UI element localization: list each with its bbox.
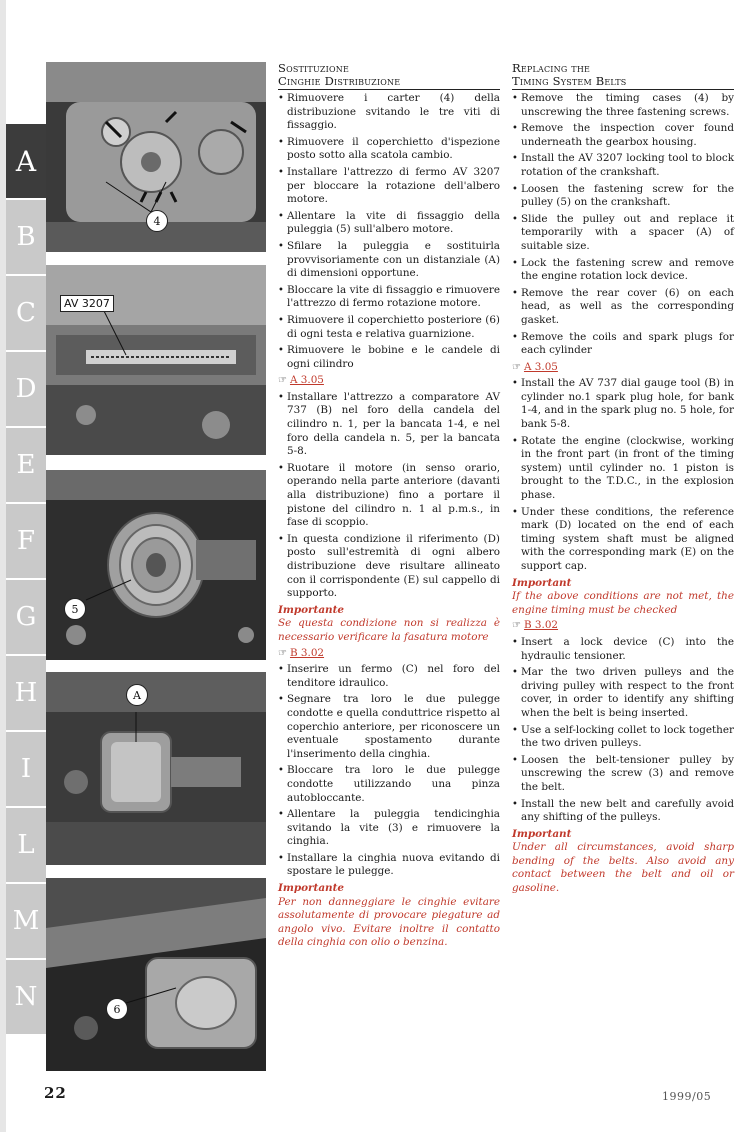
italian-heading-line2: Cinghie Distribuzione — [278, 74, 401, 88]
section-tab-e[interactable]: E — [6, 428, 46, 502]
section-tab-b[interactable]: B — [6, 200, 46, 274]
italian-step: • Installare l'attrezzo di fermo AV 3207 per bloccare la rotazione dell'albero motore. — [278, 166, 500, 207]
crankshaft-pulley-illustration — [46, 470, 266, 660]
callout-5: 5 — [64, 598, 86, 620]
ref-link-b302[interactable]: B 3.02 — [523, 619, 559, 632]
photo-spacer — [46, 672, 266, 865]
italian-step: • Allentare la vite di fissaggio della puleggia (5) sull'albero motore. — [278, 210, 500, 237]
english-steps-1 — [512, 92, 734, 358]
photo-locking-tool — [46, 265, 266, 455]
pointing-hand-icon: ☞ — [278, 375, 287, 387]
spacer-illustration — [46, 672, 266, 865]
english-heading-line1: Replacing the — [512, 61, 591, 75]
italian-step: • Inserire un fermo (C) nel foro del tenditore idraulico. — [278, 663, 500, 690]
section-tab-d[interactable]: D — [6, 352, 46, 426]
tool-label-av3207: AV 3207 — [60, 295, 114, 312]
italian-step: • Ruotare il motore (in senso orario, operando nella parte anteriore (davanti alla distribuzione) fino a portare il pistone del cilindro n. 1 al p.m.s., in fase di scoppio. — [278, 462, 500, 530]
callout-a: A — [126, 684, 148, 706]
section-tab-c[interactable]: C — [6, 276, 46, 350]
english-ref-2 — [512, 619, 734, 633]
italian-steps-3 — [278, 663, 500, 879]
english-step: • Install the AV 737 dial gauge tool (B) in cylinder no.1 spark plug hole, for bank 1-4, and in the spark plug no. 5 hole, for bank 5-8. — [512, 377, 734, 431]
italian-ref-2 — [278, 647, 500, 661]
revision-date: 1999/05 — [662, 1090, 712, 1103]
photo-rear-cover — [46, 878, 266, 1071]
english-step: • Insert a lock device (C) into the hydraulic tensioner. — [512, 636, 734, 663]
italian-important-text-2: Per non danneggiare le cinghie evitare assolutamente di provocare piegature ad angolo vivo. Evitare inoltre il contatto della cinghia con olio o benzina. — [278, 895, 500, 949]
section-tab-m[interactable]: M — [6, 884, 46, 958]
english-step: • Rotate the engine (clockwise, working in the front part (in front of the timing system) until cylinder no. 1 piston is brought to the T.D.C., in the explosion phase. — [512, 435, 734, 503]
english-step: • Slide the pulley out and replace it temporarily with a spacer (A) of suitable size. — [512, 213, 734, 254]
italian-heading — [278, 62, 500, 90]
page-number: 22 — [44, 1084, 67, 1102]
english-ref-1 — [512, 361, 734, 375]
pointing-hand-icon: ☞ — [512, 361, 521, 373]
english-step: • Under these conditions, the reference mark (D) located on the end of each timing system shaft must be aligned with the corresponding mark (E) on the support cap. — [512, 506, 734, 574]
photo-crankshaft-pulley — [46, 470, 266, 660]
italian-step: • Segnare tra loro le due pulegge condotte e quella conduttrice rispetto al coperchio anteriore, per riconoscere un eventuale spostamento durante l'inserimento della cinghia. — [278, 693, 500, 761]
italian-important-text-1: Se questa condizione non si realizza è necessario verificare la fasatura motore — [278, 617, 500, 643]
english-column — [512, 62, 734, 898]
english-step: • Install the AV 3207 locking tool to block rotation of the crankshaft. — [512, 152, 734, 179]
italian-ref-1 — [278, 374, 500, 388]
italian-important-title-2: Importante — [278, 882, 345, 895]
english-steps-2 — [512, 377, 734, 573]
english-step: • Remove the inspection cover found underneath the gearbox housing. — [512, 122, 734, 149]
english-step: • Lock the fastening screw and remove the engine rotation lock device. — [512, 257, 734, 284]
english-step: • Loosen the fastening screw for the pulley (5) on the crankshaft. — [512, 183, 734, 210]
italian-step: • In questa condizione il riferimento (D) posto sull'estremità di ogni albero distribuzione deve risultare allineato con il corrispondente (E) sul cappello di supporto. — [278, 533, 500, 601]
italian-step: • Installare la cinghia nuova evitando di spostare le pulegge. — [278, 852, 500, 879]
locking-tool-illustration — [46, 265, 266, 455]
english-important-text-2: Under all circumstances, avoid sharp bending of the belts. Also avoid any contact between the belt and oil or gasoline. — [512, 841, 734, 895]
english-heading — [512, 62, 734, 90]
section-tab-n[interactable]: N — [6, 960, 46, 1034]
ref-link-b302[interactable]: B 3.02 — [289, 646, 325, 659]
english-step: • Mar the two driven pulleys and the driving pulley with respect to the front cover, in order to identify any shifting when the belt is being inserted. — [512, 666, 734, 720]
italian-step: • Bloccare la vite di fissaggio e rimuovere l'attrezzo di fermo rotazione motore. — [278, 284, 500, 311]
ref-link-a305[interactable]: A 3.05 — [289, 374, 324, 387]
english-important-text-1: If the above conditions are not met, the engine timing must be checked — [512, 590, 734, 616]
english-important-title-1: Important — [512, 576, 572, 589]
pointing-hand-icon: ☞ — [512, 620, 521, 632]
ref-link-a305[interactable]: A 3.05 — [523, 360, 558, 373]
english-step: • Remove the timing cases (4) by unscrewing the three fastening screws. — [512, 92, 734, 119]
section-tab-f[interactable]: F — [6, 504, 46, 578]
italian-step: • Installare l'attrezzo a comparatore AV 737 (B) nel foro della candela del cilindro n. 1, per la bancata 1-4, e nel foro della candela n. 5, per la bancata 5-8. — [278, 391, 500, 459]
rear-cover-illustration — [46, 878, 266, 1071]
callout-4: 4 — [146, 210, 168, 232]
english-important-title-2: Important — [512, 827, 572, 840]
english-step: • Remove the coils and spark plugs for each cylinder — [512, 331, 734, 358]
italian-heading-line1: Sostituzione — [278, 61, 350, 75]
section-tab-strip — [6, 62, 46, 1062]
italian-important-title-1: Importante — [278, 603, 345, 616]
section-tab-l[interactable]: L — [6, 808, 46, 882]
section-tab-h[interactable]: H — [6, 656, 46, 730]
english-steps-3 — [512, 636, 734, 825]
section-tab-i[interactable]: I — [6, 732, 46, 806]
photo-timing-cases — [46, 62, 266, 252]
english-step: • Install the new belt and carefully avoid any shifting of the pulleys. — [512, 798, 734, 825]
italian-column — [278, 62, 500, 952]
italian-step: • Rimuovere le bobine e le candele di ogni cilindro — [278, 344, 500, 371]
italian-step: • Sfilare la puleggia e sostituirla provvisoriamente con un distanziale (A) di dimensioni opportune. — [278, 240, 500, 281]
section-tab-g[interactable]: G — [6, 580, 46, 654]
italian-step: • Allentare la puleggia tendicinghia svitando la vite (3) e rimuovere la cinghia. — [278, 808, 500, 849]
italian-steps-1 — [278, 92, 500, 371]
callout-6: 6 — [106, 998, 128, 1020]
english-heading-line2: Timing System Belts — [512, 74, 627, 88]
english-step: • Remove the rear cover (6) on each head, as well as the corresponding gasket. — [512, 287, 734, 328]
italian-step: • Rimuovere il coperchietto posteriore (6) di ogni testa e relativa guarnizione. — [278, 314, 500, 341]
italian-step: • Rimuovere i carter (4) della distribuzione svitando le tre viti di fissaggio. — [278, 92, 500, 133]
english-step: • Use a self-locking collet to lock together the two driven pulleys. — [512, 724, 734, 751]
english-step: • Loosen the belt-tensioner pulley by unscrewing the screw (3) and remove the belt. — [512, 754, 734, 795]
section-tab-a[interactable]: A — [6, 124, 46, 198]
pointing-hand-icon: ☞ — [278, 647, 287, 659]
italian-steps-2 — [278, 391, 500, 601]
italian-step: • Rimuovere il coperchietto d'ispezione posto sotto alla scatola cambio. — [278, 136, 500, 163]
italian-step: • Bloccare tra loro le due pulegge condotte utilizzando una pinza autobloccante. — [278, 764, 500, 805]
